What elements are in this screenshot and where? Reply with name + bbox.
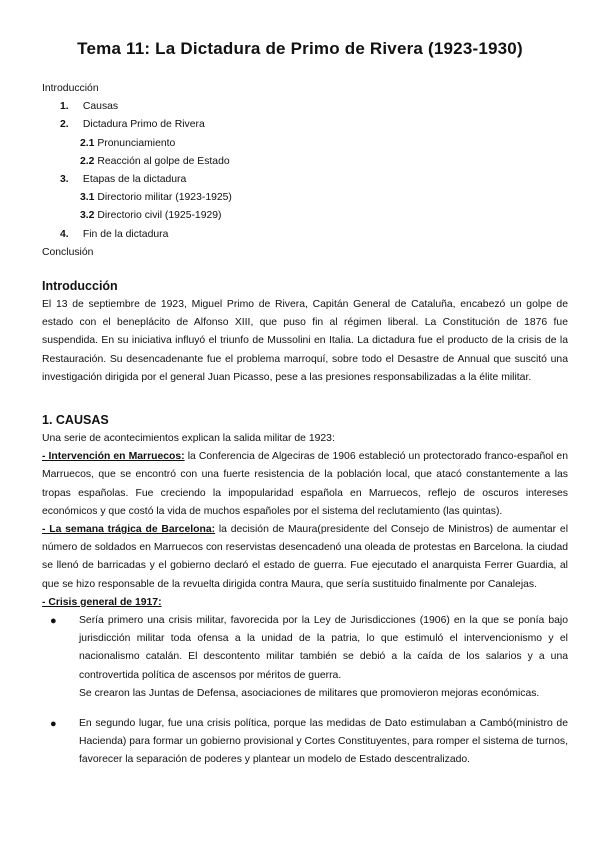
document-title: Tema 11: La Dictadura de Primo de Rivera (1923-1930) — [77, 39, 523, 58]
semana-label: - La semana trágica de Barcelona: — [42, 524, 216, 536]
toc-item-label: Dictadura Primo de Rivera — [82, 119, 205, 131]
toc-subitem — [42, 207, 580, 225]
toc-item — [42, 98, 580, 116]
bullet-icon: ● — [50, 718, 57, 731]
bullet-text: En segundo lugar, fue una crisis política, porque las medidas de Dato estimulaban a Cambó(ministro de Hacienda) para formar un gobierno provisional y Cortes Constituyentes, para romper el sistema de turnos, favorecer la separación de poderes y plantear un modelo de Estado descentralizado. — [79, 718, 568, 766]
causas-lead: Una serie de acontecimientos explican la salida militar de 1923: — [42, 433, 335, 444]
marruecos-text: la Conferencia de Algeciras de 1906 estableció un protectorado franco-español en Marruecos, que se encontró con una fuerte resistencia de la población local, que atacó constantemente a las tropas españolas. Fue creciendo la impopularidad española en Marruecos, reflejo de oscuros intereses económicos y que costó la vida de muchos españoles por el sistema del reclutamiento (las quintas). — [42, 451, 568, 517]
toc-subitem — [42, 189, 580, 207]
toc-item — [42, 116, 580, 134]
causas-section — [42, 410, 568, 770]
toc-item-number: 3. — [60, 173, 69, 185]
table-of-contents — [42, 80, 580, 262]
section-heading: 1. CAUSAS — [42, 413, 109, 427]
toc-item-label: Fin de la dictadura — [82, 228, 169, 240]
bullet-text: Sería primero una crisis militar, favorecida por la Ley de Jurisdicciones (1906) en la que se ponía bajo jurisdicción militar toda ofensa a la unidad de la patria, lo que estimuló el intervencionismo y el nacionalismo catalán. El descontento militar también se debió a la caída de los salarios y a una controvertida política de ascensos por méritos de guerra. — [79, 615, 568, 681]
list-item — [42, 612, 568, 703]
crisis-label: - Crisis general de 1917: — [42, 596, 162, 608]
toc-item-number: 3.1 — [80, 192, 95, 204]
toc-item-label: Pronunciamiento — [97, 137, 176, 149]
toc-item-number: 3.2 — [80, 210, 95, 222]
toc-item-number: 4. — [60, 228, 69, 240]
toc-item-label: Etapas de la dictadura — [82, 173, 187, 185]
toc-item-label: Directorio militar (1923-1925) — [97, 192, 232, 204]
toc-item — [42, 226, 580, 244]
marruecos-label: - Intervención en Marruecos: — [42, 451, 185, 463]
toc-item-number: 2.1 — [80, 137, 95, 149]
bullet-icon: ● — [50, 615, 57, 628]
toc-item-label: Causas — [82, 101, 119, 113]
toc-item-number: 1. — [60, 101, 69, 113]
intro-section — [42, 276, 568, 387]
toc-item — [42, 171, 580, 189]
bullet-extra-text: Se crearon las Juntas de Defensa, asociaciones de militares que promovieron mejoras económicas. — [79, 687, 540, 699]
section-heading: Introducción — [42, 279, 118, 293]
semana-text: la decisión de Maura(presidente del Consejo de Ministros) de aumentar el número de soldados en Marruecos con reservistas desencadenó una oleada de protestas en Barcelona. la ciudad se llenó de barricadas y el gobierno declaró el estado de guerra. Fue ejecutado el anarquista Ferrer Guardia, al que se hizo responsable de la revuelta dirigida contra Maura, que sería sustituido finalmente por Canalejas. — [42, 524, 568, 590]
toc-item-label: Directorio civil (1925-1929) — [97, 210, 222, 222]
toc-intro: Introducción — [42, 83, 99, 94]
toc-subitem — [42, 135, 580, 153]
marruecos-paragraph — [42, 448, 568, 521]
list-item — [42, 715, 568, 770]
toc-item-number: 2.2 — [80, 155, 95, 167]
toc-conclusion: Conclusión — [42, 246, 94, 258]
semana-paragraph — [42, 521, 568, 594]
toc-subitem — [42, 153, 580, 171]
toc-item-number: 2. — [60, 119, 69, 131]
crisis-list — [42, 612, 568, 770]
toc-item-label: Reacción al golpe de Estado — [97, 155, 230, 167]
intro-paragraph: El 13 de septiembre de 1923, Miguel Primo de Rivera, Capitán General de Cataluña, encabezó un golpe de estado con el beneplácito de Alfonso XIII, que puso fin al régimen liberal. La Constitución de 1876 fue suspendida. En su iniciativa influyó el triunfo de Mussolini en Italia. La dictadura fue el producto de la crisis de la Restauración. Su desencadenante fue el problema marroquí, sobre todo el Desastre de Annual que suscitó una investigación dirigida por el general Juan Picasso, pese a las presiones responsabilizadas a la élite militar. — [42, 299, 568, 383]
